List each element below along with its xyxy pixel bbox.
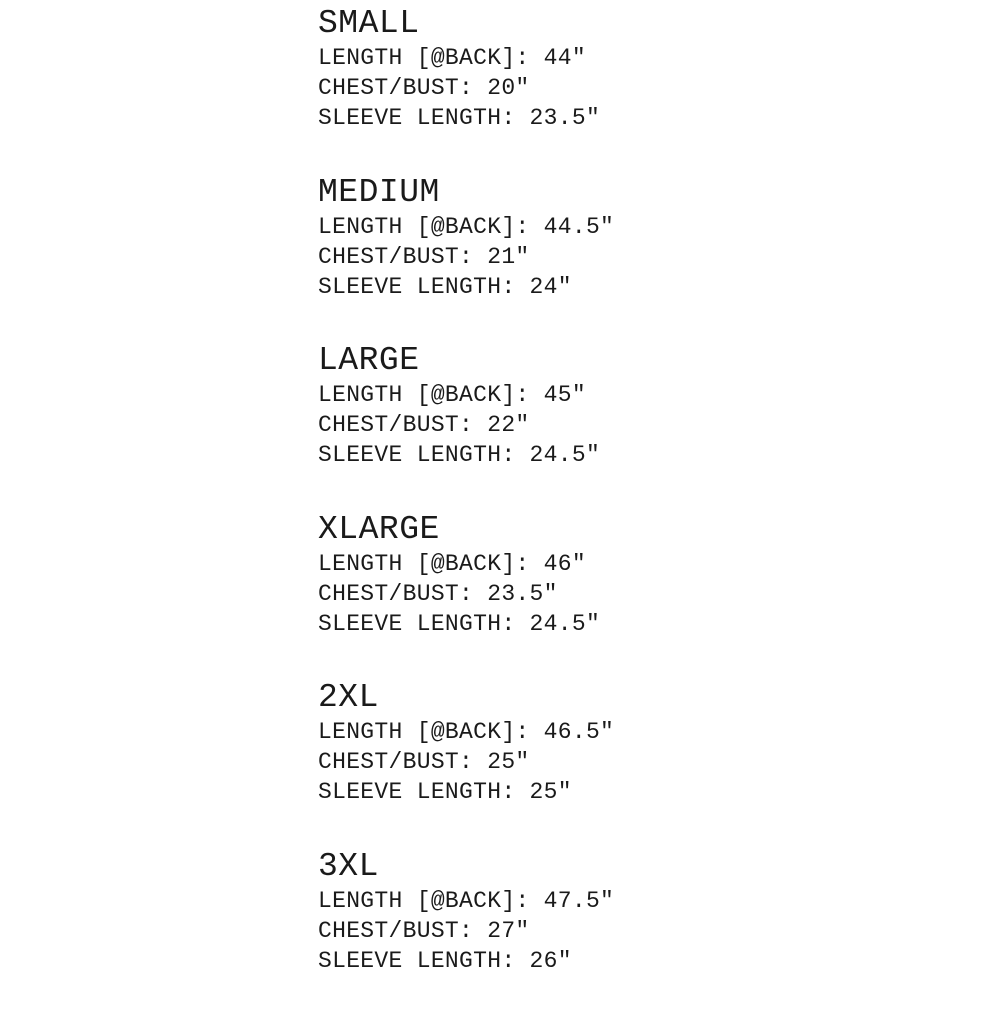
sleeve-measurement: SLEEVE LENGTH: 26″	[318, 946, 878, 976]
size-block-2xl	[318, 679, 878, 848]
sleeve-measurement: SLEEVE LENGTH: 24″	[318, 272, 878, 302]
size-title: 2XL	[318, 679, 878, 717]
chest-measurement: CHEST/BUST: 25″	[318, 747, 878, 777]
size-block-large	[318, 342, 878, 511]
length-measurement: LENGTH [@BACK]: 45″	[318, 380, 878, 410]
size-title: 3XL	[318, 848, 878, 886]
length-measurement: LENGTH [@BACK]: 44.5″	[318, 212, 878, 242]
size-title: SMALL	[318, 5, 878, 43]
chest-measurement: CHEST/BUST: 27"	[318, 916, 878, 946]
size-block-xlarge	[318, 511, 878, 680]
size-chart	[318, 5, 878, 1016]
size-title: XLARGE	[318, 511, 878, 549]
size-block-3xl	[318, 848, 878, 1016]
sleeve-measurement: SLEEVE LENGTH: 25″	[318, 777, 878, 807]
size-block-small	[318, 5, 878, 174]
size-block-medium	[318, 174, 878, 343]
chest-measurement: CHEST/BUST: 20″	[318, 73, 878, 103]
length-measurement: LENGTH [@BACK]: 46.5″	[318, 717, 878, 747]
sleeve-measurement: SLEEVE LENGTH: 24.5″	[318, 609, 878, 639]
chest-measurement: CHEST/BUST: 23.5″	[318, 579, 878, 609]
length-measurement: LENGTH [@BACK]: 44″	[318, 43, 878, 73]
size-title: MEDIUM	[318, 174, 878, 212]
sleeve-measurement: SLEEVE LENGTH: 24.5″	[318, 440, 878, 470]
size-title: LARGE	[318, 342, 878, 380]
chest-measurement: CHEST/BUST: 21″	[318, 242, 878, 272]
chest-measurement: CHEST/BUST: 22″	[318, 410, 878, 440]
length-measurement: LENGTH [@BACK]: 47.5″	[318, 886, 878, 916]
sleeve-measurement: SLEEVE LENGTH: 23.5″	[318, 103, 878, 133]
length-measurement: LENGTH [@BACK]: 46″	[318, 549, 878, 579]
